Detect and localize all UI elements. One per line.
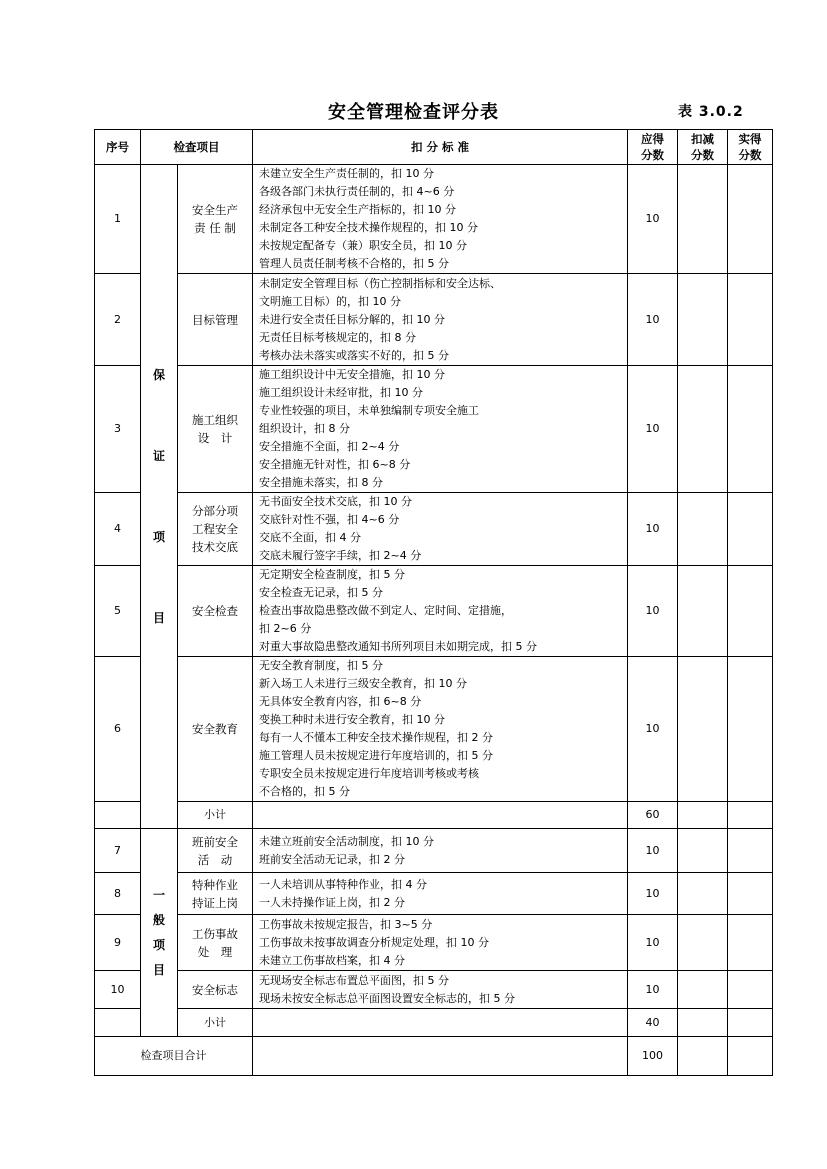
category-char: 项 xyxy=(152,937,165,952)
item-name-line: 目标管理 xyxy=(192,312,238,327)
criteria-line: 班前安全活动无记录，扣 2 分 xyxy=(259,852,405,866)
criteria-line: 施工组织设计未经审批，扣 10 分 xyxy=(259,386,423,399)
table-row xyxy=(95,566,773,657)
row-deducted-score xyxy=(678,274,728,366)
criteria-line: 交底不全面，扣 4 分 xyxy=(259,531,361,544)
subtotal-deducted xyxy=(678,802,728,829)
header-seq: 序号 xyxy=(95,130,141,165)
row-due-score: 10 xyxy=(628,566,678,657)
row-item xyxy=(178,493,253,566)
item-name-line: 特种作业 xyxy=(192,877,238,892)
category-char: 一 xyxy=(152,887,165,902)
header-criteria: 扣 分 标 准 xyxy=(253,130,628,165)
subtotal-value: 40 xyxy=(628,1009,678,1037)
row-actual-score xyxy=(728,274,773,366)
item-name-line: 班前安全 xyxy=(192,834,238,849)
row-actual-score xyxy=(728,366,773,493)
subtotal-seq xyxy=(95,802,141,829)
row-item xyxy=(178,915,253,971)
criteria-line: 安全措施无针对性，扣 6~8 分 xyxy=(259,458,411,471)
row-item xyxy=(178,274,253,366)
row-criteria xyxy=(253,873,628,915)
row-seq: 2 xyxy=(95,274,141,366)
criteria-line: 无具体安全教育内容，扣 6~8 分 xyxy=(259,695,422,708)
subtotal-value: 60 xyxy=(628,802,678,829)
category-general-items xyxy=(141,829,178,1037)
criteria-line: 未制定各工种安全技术操作规程的，扣 10 分 xyxy=(259,221,478,234)
subtotal-actual xyxy=(728,802,773,829)
row-deducted-score xyxy=(678,829,728,873)
row-deducted-score xyxy=(678,915,728,971)
item-name-line: 技术交底 xyxy=(192,540,238,554)
row-seq: 4 xyxy=(95,493,141,566)
criteria-line: 每有一人不懂本工种安全技术操作规程，扣 2 分 xyxy=(259,731,493,744)
row-item xyxy=(178,165,253,274)
item-name-line: 处 理 xyxy=(197,944,233,959)
row-criteria xyxy=(253,274,628,366)
criteria-line: 一人未持操作证上岗，扣 2 分 xyxy=(259,895,405,909)
total-criteria xyxy=(253,1037,628,1076)
row-seq: 10 xyxy=(95,971,141,1009)
row-seq: 9 xyxy=(95,915,141,971)
subtotal-row xyxy=(95,802,773,829)
row-item xyxy=(178,366,253,493)
item-name-line: 持证上岗 xyxy=(192,895,238,910)
safety-management-score-table xyxy=(94,129,773,1076)
criteria-line: 各级各部门未执行责任制的，扣 4~6 分 xyxy=(259,185,455,198)
criteria-line: 工伤事故未按规定报告，扣 3~5 分 xyxy=(259,917,433,931)
criteria-line: 变换工种时未进行安全教育，扣 10 分 xyxy=(259,713,445,726)
criteria-line: 一人未培训从事特种作业，扣 4 分 xyxy=(259,877,427,891)
row-actual-score xyxy=(728,165,773,274)
row-seq: 3 xyxy=(95,366,141,493)
criteria-line: 未进行安全责任目标分解的，扣 10 分 xyxy=(259,312,445,326)
criteria-line: 安全检查无记录，扣 5 分 xyxy=(259,586,383,599)
row-item xyxy=(178,971,253,1009)
row-actual-score xyxy=(728,915,773,971)
criteria-line: 扣 2~6 分 xyxy=(259,622,312,635)
criteria-line: 经济承包中无安全生产指标的，扣 10 分 xyxy=(259,203,456,216)
criteria-line: 安全措施不全面，扣 2~4 分 xyxy=(259,440,400,453)
category-char: 保 xyxy=(152,367,165,382)
row-seq: 5 xyxy=(95,566,141,657)
item-name-line: 工程安全 xyxy=(192,522,238,536)
header-row xyxy=(95,130,773,165)
row-actual-score xyxy=(728,873,773,915)
criteria-line: 无定期安全检查制度，扣 5 分 xyxy=(259,568,405,581)
subtotal-seq xyxy=(95,1009,141,1037)
header-actual-score: 实得 分数 xyxy=(728,130,773,165)
row-due-score: 10 xyxy=(628,971,678,1009)
row-actual-score xyxy=(728,657,773,802)
criteria-line: 专职安全员未按规定进行年度培训考核或考核 xyxy=(259,767,479,780)
row-criteria xyxy=(253,566,628,657)
category-char: 证 xyxy=(152,448,165,463)
criteria-line: 文明施工目标）的，扣 10 分 xyxy=(259,294,401,308)
table-row xyxy=(95,366,773,493)
criteria-line: 新入场工人未进行三级安全教育，扣 10 分 xyxy=(259,677,467,690)
row-deducted-score xyxy=(678,165,728,274)
subtotal-criteria xyxy=(253,802,628,829)
criteria-line: 未建立工伤事故档案，扣 4 分 xyxy=(259,953,405,967)
row-criteria xyxy=(253,165,628,274)
table-row xyxy=(95,873,773,915)
total-value: 100 xyxy=(628,1037,678,1076)
total-deducted xyxy=(678,1037,728,1076)
row-criteria xyxy=(253,657,628,802)
row-actual-score xyxy=(728,971,773,1009)
row-criteria xyxy=(253,493,628,566)
row-actual-score xyxy=(728,829,773,873)
row-due-score: 10 xyxy=(628,657,678,802)
row-item xyxy=(178,657,253,802)
category-char: 项 xyxy=(152,529,165,544)
criteria-line: 专业性较强的项目，未单独编制专项安全施工 xyxy=(259,404,479,417)
row-deducted-score xyxy=(678,873,728,915)
subtotal-actual xyxy=(728,1009,773,1037)
criteria-line: 管理人员责任制考核不合格的，扣 5 分 xyxy=(259,257,449,270)
row-criteria xyxy=(253,971,628,1009)
subtotal-deducted xyxy=(678,1009,728,1037)
subtotal-label: 小计 xyxy=(178,802,253,829)
criteria-line: 交底针对性不强，扣 4~6 分 xyxy=(259,513,400,526)
item-name-line: 工伤事故 xyxy=(192,926,238,941)
row-deducted-score xyxy=(678,971,728,1009)
row-seq: 8 xyxy=(95,873,141,915)
table-row xyxy=(95,274,773,366)
item-name-line: 安全检查 xyxy=(192,604,238,618)
row-seq: 7 xyxy=(95,829,141,873)
row-due-score: 10 xyxy=(628,274,678,366)
criteria-line: 无书面安全技术交底，扣 10 分 xyxy=(259,495,412,508)
category-char: 目 xyxy=(152,610,165,625)
criteria-line: 无安全教育制度，扣 5 分 xyxy=(259,659,383,672)
category-char: 目 xyxy=(152,962,165,977)
criteria-line: 工伤事故未按事故调查分析规定处理，扣 10 分 xyxy=(259,935,489,949)
criteria-line: 无现场安全标志布置总平面图，扣 5 分 xyxy=(259,973,449,987)
item-name-line: 安全教育 xyxy=(192,722,238,736)
row-due-score: 10 xyxy=(628,829,678,873)
criteria-line: 安全措施未落实，扣 8 分 xyxy=(259,476,383,489)
table-number: 表 3.0.2 xyxy=(678,104,744,120)
row-due-score: 10 xyxy=(628,873,678,915)
subtotal-label: 小计 xyxy=(178,1009,253,1037)
criteria-line: 施工管理人员未按规定进行年度培训的，扣 5 分 xyxy=(259,749,493,762)
criteria-line: 检查出事故隐患整改做不到定人、定时间、定措施， xyxy=(259,604,512,617)
criteria-line: 对重大事故隐患整改通知书所列项目未如期完成，扣 5 分 xyxy=(259,640,537,653)
item-name-line: 活 动 xyxy=(197,852,233,867)
criteria-line: 未按规定配备专（兼）职安全员，扣 10 分 xyxy=(259,239,467,252)
row-seq: 1 xyxy=(95,165,141,274)
total-actual xyxy=(728,1037,773,1076)
row-item xyxy=(178,829,253,873)
row-deducted-score xyxy=(678,657,728,802)
item-name-line: 施工组织 xyxy=(192,413,238,427)
header-item: 检查项目 xyxy=(141,130,253,165)
table-row xyxy=(95,915,773,971)
criteria-line: 施工组织设计中无安全措施，扣 10 分 xyxy=(259,368,445,381)
row-item xyxy=(178,873,253,915)
row-actual-score xyxy=(728,566,773,657)
table-row xyxy=(95,657,773,802)
criteria-line: 组织设计，扣 8 分 xyxy=(259,422,350,435)
item-name-line: 安全标志 xyxy=(192,982,238,997)
row-due-score: 10 xyxy=(628,915,678,971)
item-name-line: 分部分项 xyxy=(192,504,238,518)
row-criteria xyxy=(253,829,628,873)
item-name-line: 设 计 xyxy=(197,431,233,445)
subtotal-row xyxy=(95,1009,773,1037)
row-seq: 6 xyxy=(95,657,141,802)
header-deducted-score: 扣减 分数 xyxy=(678,130,728,165)
criteria-line: 未制定安全管理目标（伤亡控制指标和安全达标、 xyxy=(259,276,501,290)
row-actual-score xyxy=(728,493,773,566)
header-due-score: 应得 分数 xyxy=(628,130,678,165)
row-due-score: 10 xyxy=(628,493,678,566)
category-char: 般 xyxy=(152,912,165,927)
page-title: 安全管理检查评分表 xyxy=(328,102,499,123)
criteria-line: 无责任目标考核规定的，扣 8 分 xyxy=(259,330,416,344)
row-due-score: 10 xyxy=(628,366,678,493)
category-guarantee-items xyxy=(141,165,178,829)
criteria-line: 未建立安全生产责任制的，扣 10 分 xyxy=(259,167,434,180)
item-name-line: 安全生产 xyxy=(192,203,238,217)
total-label: 检查项目合计 xyxy=(95,1037,253,1076)
table-row xyxy=(95,165,773,274)
row-deducted-score xyxy=(678,493,728,566)
table-row xyxy=(95,971,773,1009)
criteria-line: 现场未按安全标志总平面图设置安全标志的，扣 5 分 xyxy=(259,991,515,1005)
row-deducted-score xyxy=(678,366,728,493)
criteria-line: 未建立班前安全活动制度，扣 10 分 xyxy=(259,834,434,848)
criteria-line: 交底未履行签字手续，扣 2~4 分 xyxy=(259,549,422,562)
row-criteria xyxy=(253,366,628,493)
table-row xyxy=(95,493,773,566)
criteria-line: 不合格的，扣 5 分 xyxy=(259,785,350,798)
row-criteria xyxy=(253,915,628,971)
row-due-score: 10 xyxy=(628,165,678,274)
row-deducted-score xyxy=(678,566,728,657)
item-name-line: 责 任 制 xyxy=(194,221,236,235)
subtotal-criteria xyxy=(253,1009,628,1037)
row-item xyxy=(178,566,253,657)
table-row xyxy=(95,829,773,873)
total-row xyxy=(95,1037,773,1076)
criteria-line: 考核办法未落实或落实不好的，扣 5 分 xyxy=(259,348,449,362)
